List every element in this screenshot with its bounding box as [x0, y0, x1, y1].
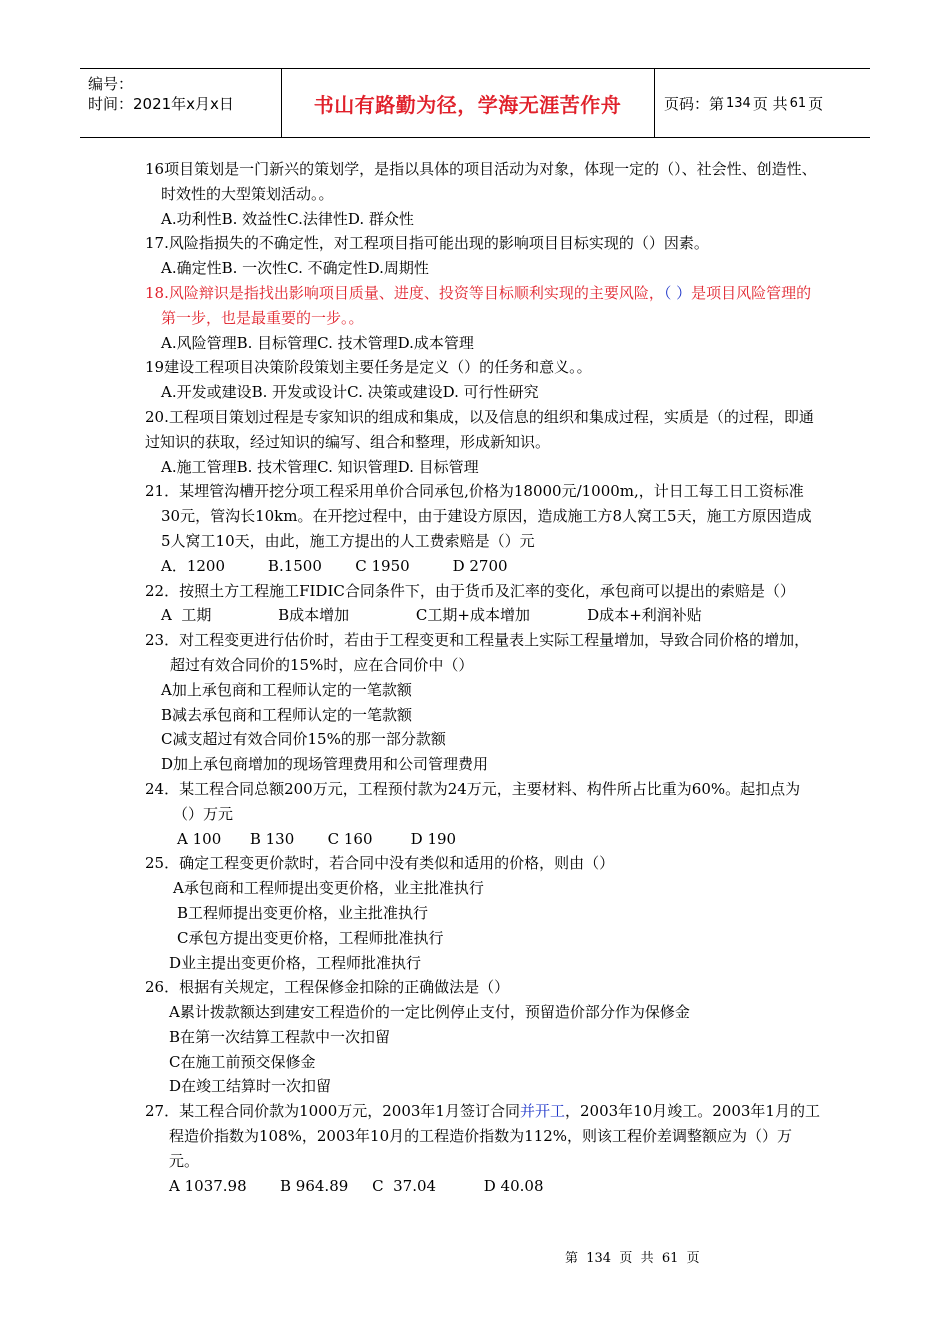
option-c: C承包方提出变更价格，工程师批准执行 [177, 928, 444, 947]
option-b: B工程师提出变更价格，业主批准执行 [177, 903, 429, 922]
question-17: 17.风险指损失的不确定性，对工程项目指可能出现的影响项目目标实现的（）因素。 [145, 234, 709, 253]
option-b: B在第一次结算工程款中一次扣留 [169, 1027, 391, 1046]
header-meta [88, 74, 234, 114]
question-16-options: A.功利性B. 效益性C.法律性D. 群众性 [161, 209, 414, 228]
question-22-options: A 工期 B成本增加 C工期+成本增加 D成本+利润补贴 [161, 606, 702, 625]
blank-paren: （ ） [663, 283, 692, 302]
code-label: 编号： [88, 75, 134, 93]
question-21-options: A．1200 B.1500 C 1950 D 2700 [161, 556, 508, 575]
question-18-options: A.风险管理B. 目标管理C. 技术管理D.成本管理 [161, 333, 474, 352]
time-label: 时间：2021年x月x日 [88, 95, 234, 113]
question-26: 26．根据有关规定，工程保修金扣除的正确做法是（） [145, 978, 510, 997]
page-number: 134 [726, 95, 751, 111]
motto: 书山有路勤为径，学海无涯苦作舟 [313, 92, 622, 117]
option-a: A承包商和工程师提出变更价格，业主批准执行 [173, 879, 484, 898]
option-d: D业主提出变更价格，工程师批准执行 [169, 953, 422, 972]
question-20: 20.工程项目策划过程是专家知识的组成和集成，以及信息的组织和集成过程，实质是（的过程，即通过知识的获取，经过知识的编写、组合和整理，形成新知识。 [145, 407, 814, 451]
page-footer: 第 134 页 共 61 页 [565, 1251, 700, 1266]
header-divider [654, 69, 655, 137]
question-list [145, 157, 820, 1198]
option-c: C在施工前预交保修金 [169, 1052, 316, 1071]
question-17-options: A.确定性B. 一次性C. 不确定性D.周期性 [161, 259, 429, 278]
question-27-options: A 1037.98 B 964.89 C 37.04 D 40.08 [169, 1176, 544, 1195]
option-a: A加上承包商和工程师认定的一笔款额 [161, 680, 412, 699]
question-27: 27．某工程合同价款为1000万元，2003年1月签订合同并开工，2003年10月竣工。2003年1月的工程造价指数为108%，2003年10月的工程造价指数为112%，则该工程价差调整额应为（）万元。 [145, 1102, 820, 1170]
option-a: A累计拨款额达到建安工程造价的一定比例停止支付，预留造价部分作为保修金 [169, 1003, 690, 1022]
highlighted-text: 并开工 [519, 1102, 565, 1121]
option-d: D在竣工结算时一次扣留 [169, 1077, 332, 1096]
question-22: 22．按照土方工程施工FIDIC合同条件下，由于货币及汇率的变化，承包商可以提出的索赔是（） [145, 581, 795, 600]
question-18: 18.风险辩识是指找出影响项目质量、进度、投资等目标顺利实现的主要风险，（ ）是项目风险管理的第一步，也是最重要的一步。。 [145, 283, 812, 327]
page-info: 页码：第 134 页 共 61 页 [664, 94, 824, 113]
question-24-options: A 100 B 130 C 160 D 190 [177, 829, 457, 848]
question-21: 21．某埋管沟槽开挖分项工程采用单价合同承包,价格为18000元/1000m,，计日工每工日工资标准30元，管沟长10km。在开挖过程中，由于建设方原因，造成施工方8人窝工5天，施工方原因造成5人窝工10天，由此，施工方提出的人工费索赔是（）元 [145, 482, 812, 550]
question-23: 23．对工程变更进行估价时，若由于工程变更和工程量表上实际工程量增加，导致合同价格的增加，超过有效合同价的15%时，应在合同价中（） [145, 631, 810, 674]
option-b: B减去承包商和工程师认定的一笔款额 [161, 705, 413, 724]
question-24: 24．某工程合同总额200万元，工程预付款为24万元，主要材料、构件所占比重为60%。起扣点为（）万元 [145, 779, 801, 823]
option-c: C减支超过有效合同价15%的那一部分款额 [161, 730, 446, 749]
question-19-options: A.开发或建设B. 开发或设计C. 决策或建设D. 可行性研究 [161, 383, 539, 402]
option-d: D加上承包商增加的现场管理费用和公司管理费用 [161, 755, 489, 774]
question-20-options: A.施工管理B. 技术管理C. 知识管理D. 目标管理 [161, 457, 479, 476]
page-header [80, 68, 870, 138]
page-total: 61 [789, 95, 807, 111]
question-25: 25．确定工程变更价款时，若合同中没有类似和适用的价格，则由（） [145, 854, 615, 873]
question-19: 19建设工程项目决策阶段策划主要任务是定义（）的任务和意义。。 [145, 358, 592, 377]
question-16: 16项目策划是一门新兴的策划学，是指以具体的项目活动为对象，体现一定的（）、社会性、创造性、时效性的大型策划活动。。 [145, 160, 817, 203]
